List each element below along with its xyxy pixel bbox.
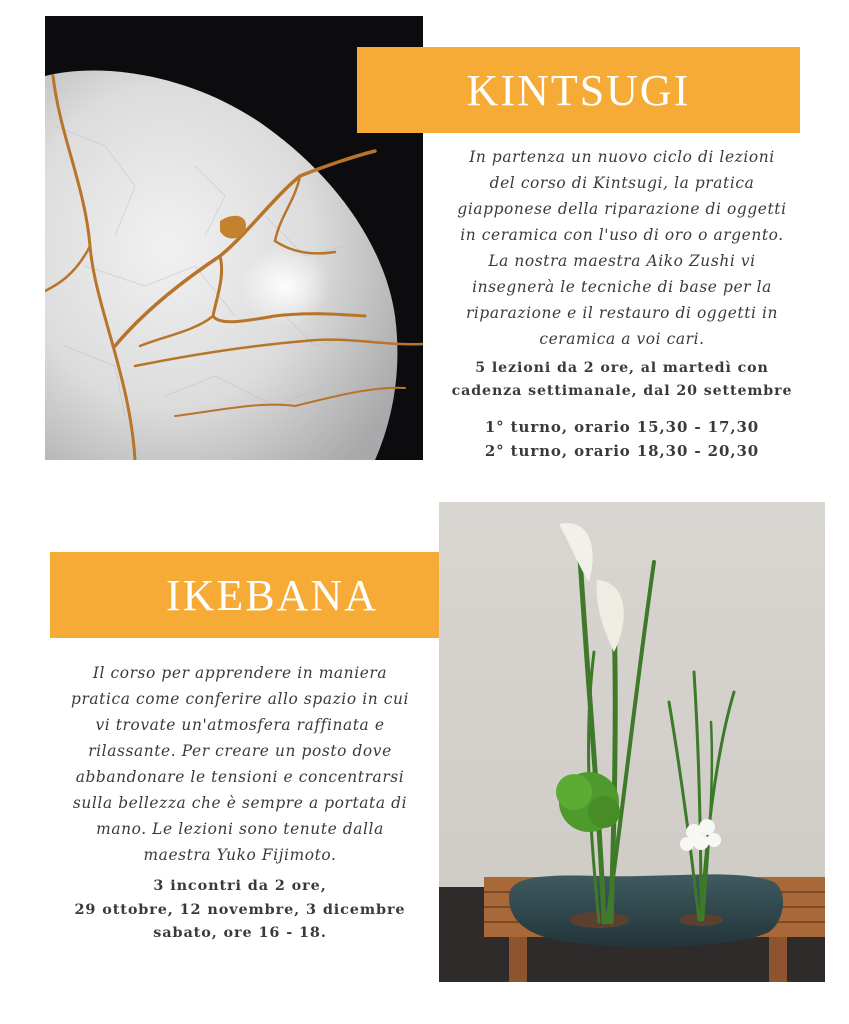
ikebana-description-line: mano. Le lezioni sono tenute dalla [96, 820, 384, 838]
kintsugi-description-line: La nostra maestra Aiko Zushi vi [488, 252, 756, 270]
ikebana-schedule [40, 874, 440, 945]
kintsugi-description-line: del corso di Kintsugi, la pratica [489, 174, 755, 192]
kintsugi-description-line: In partenza un nuovo ciclo di lezioni [469, 148, 775, 166]
ikebana-description-line: rilassante. Per creare un posto dove [88, 742, 392, 760]
ikebana-title: IKEBANA [166, 570, 378, 620]
ikebana-title-banner [50, 552, 494, 638]
kintsugi-description-line: riparazione e il restauro di oggetti in [465, 304, 779, 322]
ikebana-description-line: Il corso per apprendere in maniera [92, 664, 388, 682]
kintsugi-schedule-line: 5 lezioni da 2 ore, al martedì con [475, 360, 769, 376]
kintsugi-description-line: insegnerà le tecniche di base per la [472, 278, 772, 296]
kintsugi-description-line: giapponese della riparazione di oggetti [457, 200, 787, 218]
kintsugi-turn-line: 1° turno, orario 15,30 - 17,30 [484, 418, 760, 436]
kintsugi-turn-line: 2° turno, orario 18,30 - 20,30 [484, 441, 760, 460]
kintsugi-description-line: in ceramica con l'uso di oro o argento. [460, 226, 784, 244]
ikebana-description-line: vi trovate un'atmosfera raffinata e [95, 716, 385, 734]
ikebana-description-line: abbandonare le tensioni e concentrarsi [75, 768, 405, 786]
ikebana-schedule-line: sabato, ore 16 - 18. [153, 924, 327, 941]
ikebana-description-line: maestra Yuko Fijimoto. [143, 846, 337, 864]
kintsugi-schedule [432, 357, 812, 403]
kintsugi-title: KINTSUGI [466, 65, 691, 115]
ikebana-arrangement-illustration [439, 502, 825, 982]
kintsugi-description [432, 144, 812, 352]
ikebana-description-line: sulla bellezza che è sempre a portata di [72, 794, 408, 812]
ikebana-schedule-line: 3 incontri da 2 ore, [153, 877, 327, 894]
kintsugi-turns [432, 416, 812, 463]
ikebana-schedule-line: 29 ottobre, 12 novembre, 3 dicembre [74, 900, 406, 918]
ikebana-description-line: pratica come conferire allo spazio in cui [71, 690, 409, 708]
kintsugi-schedule-line: cadenza settimanale, dal 20 settembre [451, 383, 793, 399]
ikebana-description [40, 660, 440, 868]
kintsugi-description-line: ceramica a voi cari. [539, 330, 705, 348]
ikebana-photo [439, 502, 825, 982]
kintsugi-title-banner [357, 47, 800, 133]
